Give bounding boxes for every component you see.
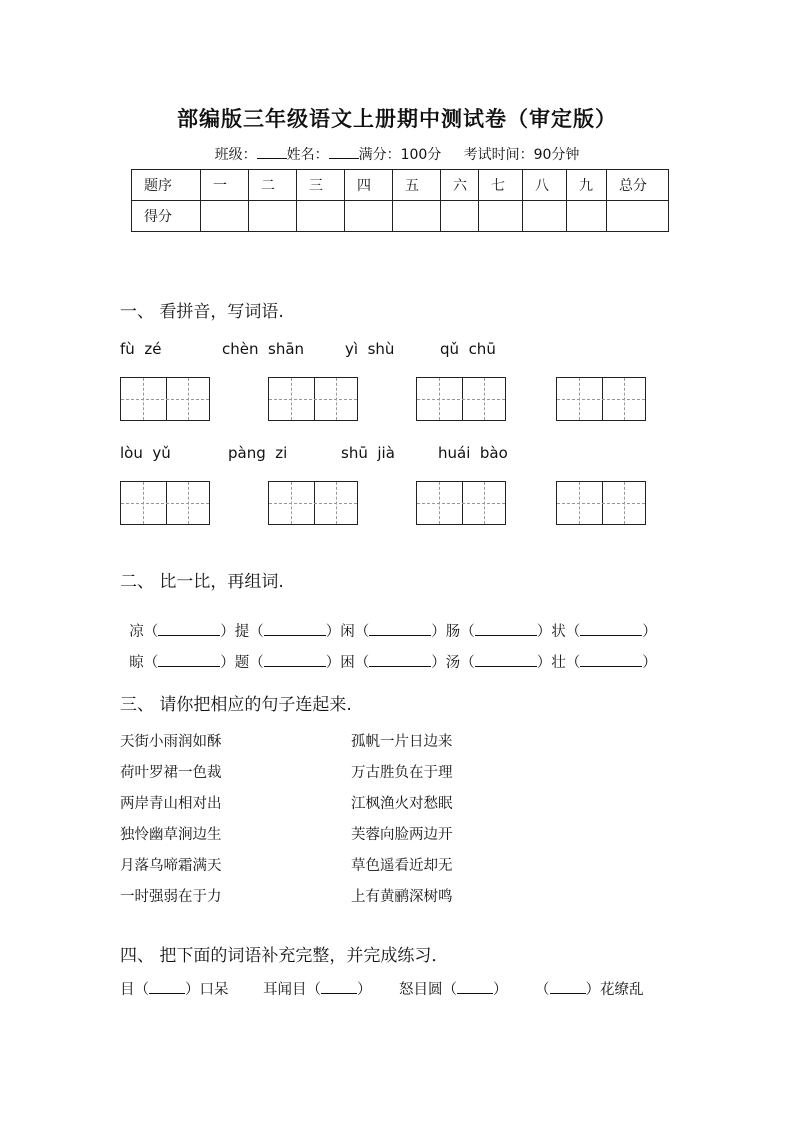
idiom-blank[interactable] bbox=[457, 981, 493, 994]
score-cell[interactable] bbox=[607, 201, 669, 232]
student-info-line bbox=[0, 144, 794, 164]
pinyin-label: fù zé bbox=[120, 340, 162, 358]
writing-grid[interactable] bbox=[120, 481, 210, 525]
name-blank[interactable] bbox=[329, 145, 359, 159]
pinyin-label: lòu yǔ bbox=[120, 444, 171, 462]
poem-line-right[interactable]: 孤帆一片日边来 bbox=[351, 734, 453, 750]
score-cell[interactable] bbox=[345, 201, 393, 232]
poem-line-left[interactable]: 天街小雨润如酥 bbox=[120, 734, 222, 750]
compare-row: 晾（ ）题（ ）困（ ）汤（ ）壮（ ） bbox=[129, 655, 657, 671]
writing-grid[interactable] bbox=[268, 377, 358, 421]
pinyin-label: huái bào bbox=[438, 444, 508, 462]
writing-grid[interactable] bbox=[416, 377, 506, 421]
writing-grid[interactable] bbox=[416, 481, 506, 525]
score-header-cell: 一 bbox=[201, 170, 249, 201]
score-row-label: 得分 bbox=[132, 201, 201, 232]
section3-heading: 三、 请你把相应的句子连起来. bbox=[120, 695, 352, 715]
pinyin-label: chèn shān bbox=[222, 340, 305, 358]
score-header-cell: 题序 bbox=[132, 170, 201, 201]
score-header-cell: 四 bbox=[345, 170, 393, 201]
score-cell[interactable] bbox=[523, 201, 567, 232]
score-header-cell: 八 bbox=[523, 170, 567, 201]
pinyin-label: pàng zi bbox=[228, 444, 288, 462]
score-cell[interactable] bbox=[297, 201, 345, 232]
char: 肠 bbox=[445, 624, 461, 640]
idiom-item: （ ）花缭乱 bbox=[535, 982, 644, 998]
idiom-blank[interactable] bbox=[321, 981, 357, 994]
char: 汤 bbox=[445, 655, 461, 671]
poem-line-left[interactable]: 独怜幽草涧边生 bbox=[120, 827, 222, 843]
poem-line-left[interactable]: 两岸青山相对出 bbox=[120, 796, 222, 812]
idiom-blank[interactable] bbox=[550, 981, 586, 994]
char: 困 bbox=[340, 655, 355, 671]
exam-time: 考试时间：90分钟 bbox=[463, 147, 580, 163]
poem-line-right[interactable]: 草色遥看近却无 bbox=[351, 858, 453, 874]
char: 壮 bbox=[551, 655, 566, 671]
class-label: 班级： bbox=[214, 147, 257, 163]
char: 闲 bbox=[340, 624, 355, 640]
char: 晾 bbox=[129, 655, 144, 671]
score-header-cell: 九 bbox=[567, 170, 607, 201]
writing-grid[interactable] bbox=[556, 481, 646, 525]
idiom-blank[interactable] bbox=[149, 981, 185, 994]
char: 提 bbox=[234, 624, 250, 640]
name-label: 姓名： bbox=[286, 147, 329, 163]
score-header-cell: 三 bbox=[297, 170, 345, 201]
poem-line-right[interactable]: 万古胜负在于理 bbox=[351, 765, 453, 781]
writing-grid[interactable] bbox=[556, 377, 646, 421]
poem-line-left[interactable]: 一时强弱在于力 bbox=[120, 889, 222, 905]
score-cell[interactable] bbox=[441, 201, 479, 232]
pinyin-label: yì shù bbox=[345, 340, 395, 358]
section1-heading: 一、 看拼音，写词语. bbox=[120, 302, 284, 322]
poem-line-right[interactable]: 上有黄鹂深树鸣 bbox=[351, 889, 453, 905]
full-score: 满分：100分 bbox=[358, 147, 442, 163]
answer-blank[interactable] bbox=[475, 654, 537, 667]
section4-heading: 四、 把下面的词语补充完整，并完成练习． bbox=[120, 946, 449, 966]
score-table bbox=[131, 169, 669, 232]
answer-blank[interactable] bbox=[369, 654, 431, 667]
pinyin-label: shū jià bbox=[341, 444, 395, 462]
char: 凉 bbox=[129, 624, 144, 640]
char: 状 bbox=[551, 624, 566, 640]
poem-line-left[interactable]: 荷叶罗裙一色裁 bbox=[120, 765, 222, 781]
score-header-cell: 六 bbox=[441, 170, 479, 201]
idiom-item: 耳闻目（ ） bbox=[263, 982, 372, 998]
writing-grid[interactable] bbox=[120, 377, 210, 421]
compare-row: 凉（ ）提（ ）闲（ ）肠（ ）状（ ） bbox=[129, 624, 657, 640]
idiom-item: 怒目圆（ ） bbox=[399, 982, 508, 998]
pinyin-label: qǔ chū bbox=[440, 340, 496, 358]
answer-blank[interactable] bbox=[158, 654, 220, 667]
char: 题 bbox=[234, 655, 250, 671]
section2-heading: 二、 比一比，再组词. bbox=[120, 572, 284, 592]
poem-line-left[interactable]: 月落乌啼霜满天 bbox=[120, 858, 222, 874]
score-header-cell: 总分 bbox=[607, 170, 669, 201]
score-header-cell: 五 bbox=[393, 170, 441, 201]
score-cell[interactable] bbox=[567, 201, 607, 232]
page-title: 部编版三年级语文上册期中测试卷（审定版） bbox=[177, 107, 617, 131]
score-cell[interactable] bbox=[249, 201, 297, 232]
score-header-cell: 二 bbox=[249, 170, 297, 201]
answer-blank[interactable] bbox=[580, 654, 642, 667]
score-table-header-row bbox=[132, 170, 669, 201]
idiom-item: 目（ ）口呆 bbox=[120, 982, 229, 998]
poem-line-right[interactable]: 江枫渔火对愁眠 bbox=[351, 796, 453, 812]
poem-line-right[interactable]: 芙蓉向脸两边开 bbox=[351, 827, 453, 843]
score-cell[interactable] bbox=[393, 201, 441, 232]
score-cell[interactable] bbox=[201, 201, 249, 232]
class-blank[interactable] bbox=[257, 145, 287, 159]
score-header-cell: 七 bbox=[479, 170, 523, 201]
score-table-score-row bbox=[132, 201, 669, 232]
answer-blank[interactable] bbox=[264, 654, 326, 667]
score-cell[interactable] bbox=[479, 201, 523, 232]
writing-grid[interactable] bbox=[268, 481, 358, 525]
